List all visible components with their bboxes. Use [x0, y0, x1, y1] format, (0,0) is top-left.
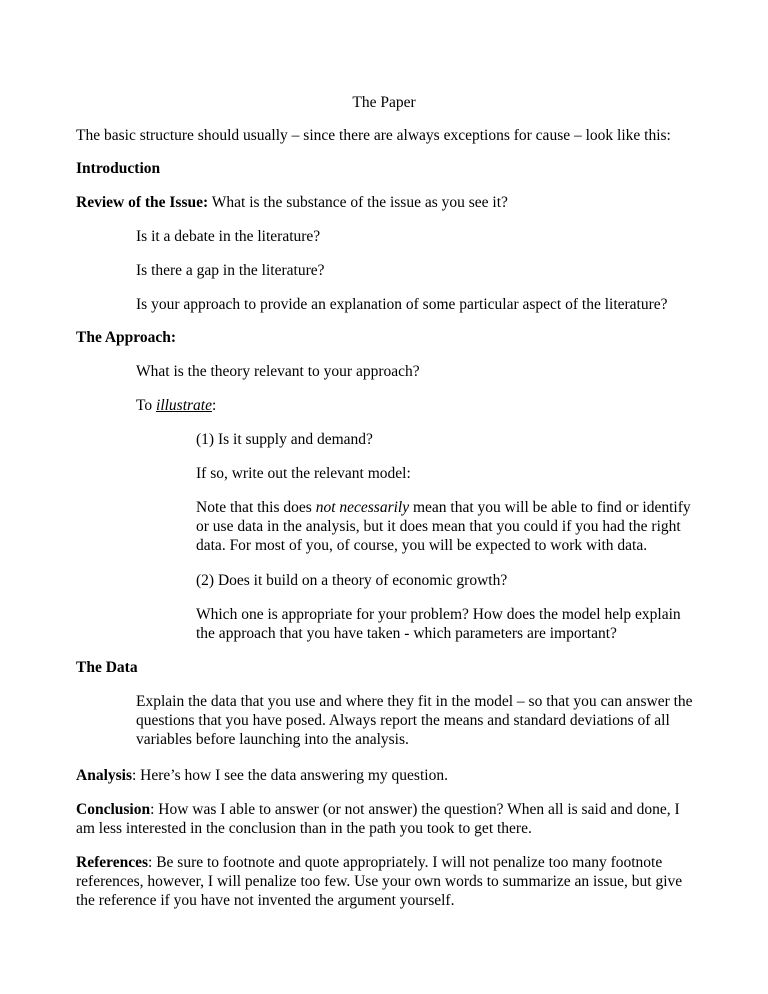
review-text: What is the substance of the issue as you see it?	[208, 194, 508, 211]
approach-item-2: (2) Does it build on a theory of economic growth?	[196, 572, 508, 589]
note-suffix: mean that you will be able to find or identify or use data in the analysis, but it does mean that you could if you had the right data. For most of you, of course, you will be expected to work with data.	[196, 499, 691, 554]
review-question: Is it a debate in the literature?	[136, 228, 321, 245]
approach-item-1: (1) Is it supply and demand?	[196, 431, 373, 448]
review-question: Is your approach to provide an explanation of some particular aspect of the literature?	[136, 296, 668, 313]
analysis-text: : Here’s how I see the data answering my question.	[132, 767, 448, 784]
conclusion-text: : How was I able to answer (or not answer) the question? When all is said and done, I am less interested in the conclusion than in the path you took to get there.	[76, 801, 680, 837]
data-paragraph: Explain the data that you use and where they fit in the model – so that you can answer the questions that you have posed. Always report the means and standard deviations of all variables before launching into the analysis.	[136, 693, 693, 748]
note-prefix: Note that this does	[196, 499, 316, 516]
intro-paragraph: The basic structure should usually – since there are always exceptions for cause – look like this:	[76, 127, 671, 144]
analysis-heading: Analysis	[76, 767, 132, 784]
approach-note	[196, 498, 696, 555]
data-heading	[76, 658, 696, 677]
references-paragraph	[76, 853, 696, 910]
references-text: : Be sure to footnote and quote appropriately. I will not penalize too many footnote references, however, I will penalize too few. Use your own words to summarize an issue, but give the reference if you have not invented the argument yourself.	[76, 854, 683, 909]
review-paragraph	[76, 193, 696, 212]
approach-illustrate	[136, 396, 696, 415]
illustrate-prefix: To	[136, 397, 157, 414]
conclusion-heading: Conclusion	[76, 801, 151, 818]
approach-item-2-followup: Which one is appropriate for your problem? How does the model help explain the approach that you have taken - which parameters are important?	[196, 606, 681, 642]
document-title: The Paper	[352, 94, 416, 111]
conclusion-paragraph	[76, 800, 696, 838]
note-emphasis: not necessarily	[315, 499, 410, 516]
review-heading: Review of the Issue:	[76, 194, 209, 211]
data-heading-text: The Data	[76, 659, 138, 676]
references-heading: References	[76, 854, 149, 871]
illustrate-suffix: :	[212, 397, 217, 414]
analysis-paragraph	[76, 766, 696, 785]
review-question: Is there a gap in the literature?	[136, 262, 325, 279]
approach-heading-text: The Approach:	[76, 329, 177, 346]
approach-heading	[76, 328, 696, 347]
introduction-heading-text: Introduction	[76, 160, 161, 177]
illustrate-word: illustrate	[156, 397, 212, 414]
approach-item-1-followup: If so, write out the relevant model:	[196, 465, 411, 482]
approach-theory-question: What is the theory relevant to your approach?	[136, 363, 420, 380]
introduction-heading	[76, 159, 696, 178]
